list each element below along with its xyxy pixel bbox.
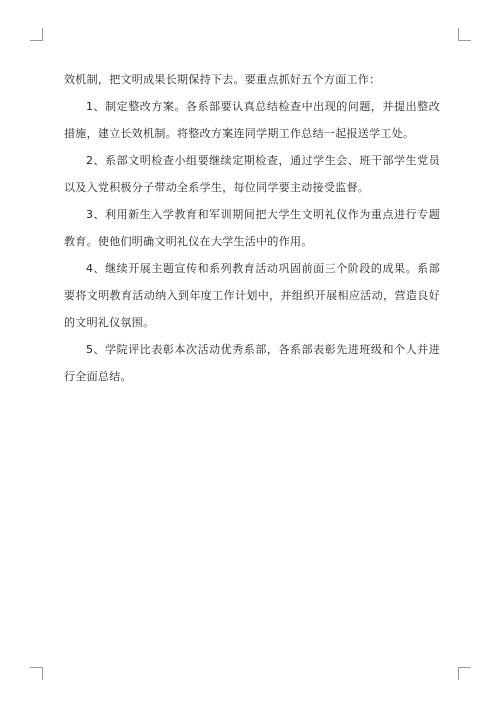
crop-mark-bottom-right [458, 667, 471, 680]
paragraph-item-2: 2、系部文明检查小组要继续定期检查，通过学生会、班干部学生党员以及入党积极分子带动全系学生，每位同学要主动接受监督。 [64, 154, 440, 194]
paragraph-item-3: 3、利用新生入学教育和军训期间把大学生文明礼仪作为重点进行专题教育。使他们明确文明礼仪在大学生活中的作用。 [64, 208, 440, 248]
paragraph-item-1: 1、制定整改方案。各系部要认真总结检查中出现的问题，并提出整改措施，建立长效机制。将整改方案连同学期工作总结一起报送学工处。 [64, 100, 440, 140]
crop-mark-bottom-left [30, 667, 43, 680]
paragraph-item-5: 5、学院评比表彰本次活动优秀系部，各系部表彰先进班级和个人并进行全面总结。 [64, 343, 440, 383]
crop-mark-top-right [458, 28, 471, 41]
document-body [64, 66, 440, 390]
crop-mark-top-left [30, 28, 43, 41]
paragraph-item-4: 4、继续开展主题宣传和系列教育活动巩固前面三个阶段的成果。系部要将文明教育活动纳入到年度工作计划中，并组织开展相应活动，营造良好的文明礼仪氛围。 [64, 262, 440, 329]
paragraph-continuation: 效机制，把文明成果长期保持下去。要重点抓好五个方面工作： [64, 73, 381, 86]
